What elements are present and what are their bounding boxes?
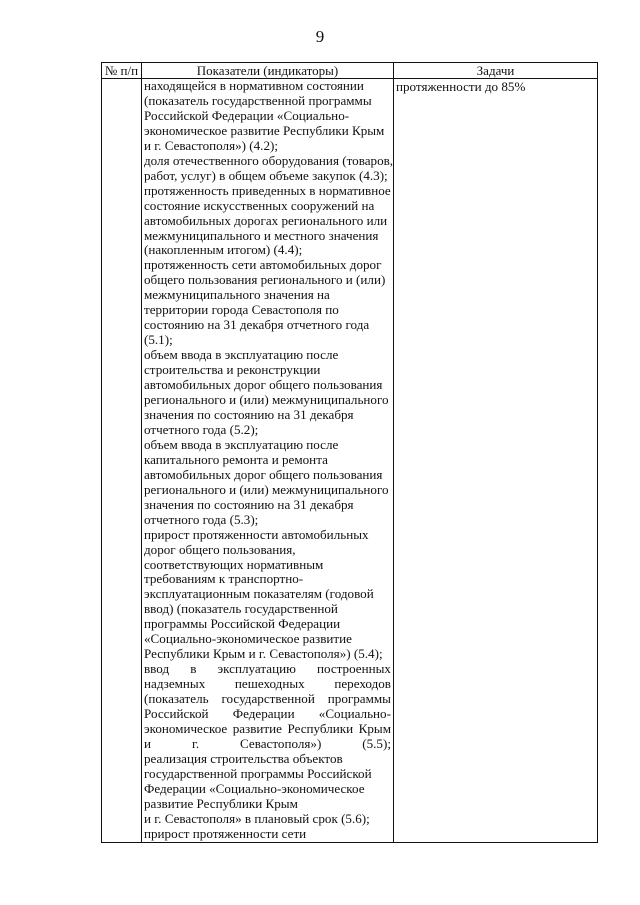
indicator-line: Федерации «Социально-экономическое [144,780,365,796]
indicator-line: автомобильных дорог общего пользования [144,466,383,482]
indicator-line: экономическое развитие Республики Крым [144,720,391,736]
indicator-line: Республики Крым и г. Севастополя») (5.4); [144,646,383,662]
indicator-line: значения по состоянию на 31 декабря [144,406,354,422]
indicator-line: доля отечественного оборудования (товаров, [144,152,394,168]
indicator-line: автомобильных дорог общего пользования [144,377,383,393]
indicator-line: капитального ремонта и ремонта [144,451,328,467]
indicator-line: (показатель государственной программы [144,691,391,707]
indicator-line: требованиям к транспортно- [144,571,304,587]
table-row [102,79,598,843]
indicator-line: (накопленным итогом) (4.4); [144,242,303,258]
indicator-line: и г. Севастополя») (4.2); [144,137,278,153]
indicator-line: (показатель государственной программы [144,92,372,108]
indicator-line: протяженность сети автомобильных дорог [144,257,382,273]
indicator-line: (5.1); [144,332,173,348]
indicator-line: ввод в эксплуатацию построенных [144,661,391,677]
indicator-line: и г. Севастополя» в плановый срок (5.6); [144,810,370,826]
indicator-line: межмуниципального и местного значения [144,227,379,243]
indicator-line: надземных пешеходных переходов [144,676,391,692]
indicator-line: реализация строительства объектов [144,750,343,766]
indicator-line: Российской Федерации «Социально- [144,706,391,722]
indicator-line: программы Российской Федерации [144,616,341,632]
indicator-line: общего пользования регионального и (или) [144,272,386,288]
tasks-cell: протяженности до 85% [394,79,598,843]
indicator-line: регионального и (или) межмуниципального [144,481,389,497]
indicator-line: развитие Республики Крым [144,795,298,811]
indicator-line: автомобильных дорогах регионального или [144,212,388,228]
indicator-line: прирост протяженности автомобильных [144,526,369,542]
header-tasks: Задачи [394,63,598,79]
indicator-line: экономическое развитие Республики Крым [144,122,385,138]
indicator-line: отчетного года (5.2); [144,421,259,437]
indicator-line: значения по состоянию на 31 декабря [144,496,354,512]
indicators-table [101,62,598,843]
indicator-line: соответствующих нормативным [144,556,324,572]
indicator-line: и г. Севастополя») (5.5); [144,735,391,751]
indicator-line: объем ввода в эксплуатацию после [144,436,339,452]
indicator-line: «Социально-экономическое развитие [144,631,352,647]
indicator-line: государственной программы Российской [144,765,372,781]
header-number: № п/п [102,63,142,79]
indicator-line: прирост протяженности сети [144,825,307,841]
indicator-line: отчетного года (5.3); [144,511,259,527]
indicator-line: территории города Севастополя по [144,302,339,318]
indicator-line: объем ввода в эксплуатацию после [144,347,339,363]
indicator-line: Российской Федерации «Социально- [144,107,350,123]
indicator-line: межмуниципального значения на [144,287,330,303]
header-indicators: Показатели (индикаторы) [142,63,394,79]
indicator-line: находящейся в нормативном состоянии [144,78,364,93]
indicator-line: состоянию на 31 декабря отчетного года [144,317,370,333]
indicator-line: строительства и реконструкции [144,362,321,378]
indicator-line: эксплуатационным показателям (годовой [144,586,374,602]
indicator-line: состояние искусственных сооружений на [144,197,375,213]
page-number: 9 [315,27,325,46]
indicator-line: дорог общего пользования, [144,541,296,557]
indicators-cell [142,79,394,843]
table-header-row [102,63,598,79]
indicator-line: регионального и (или) межмуниципального [144,392,389,408]
indicator-line: работ, услуг) в общем объеме закупок (4.3); [144,167,388,183]
number-cell [102,79,142,843]
indicator-line: ввод) (показатель государственной [144,601,338,617]
indicator-line: протяженность приведенных в нормативное [144,182,391,198]
